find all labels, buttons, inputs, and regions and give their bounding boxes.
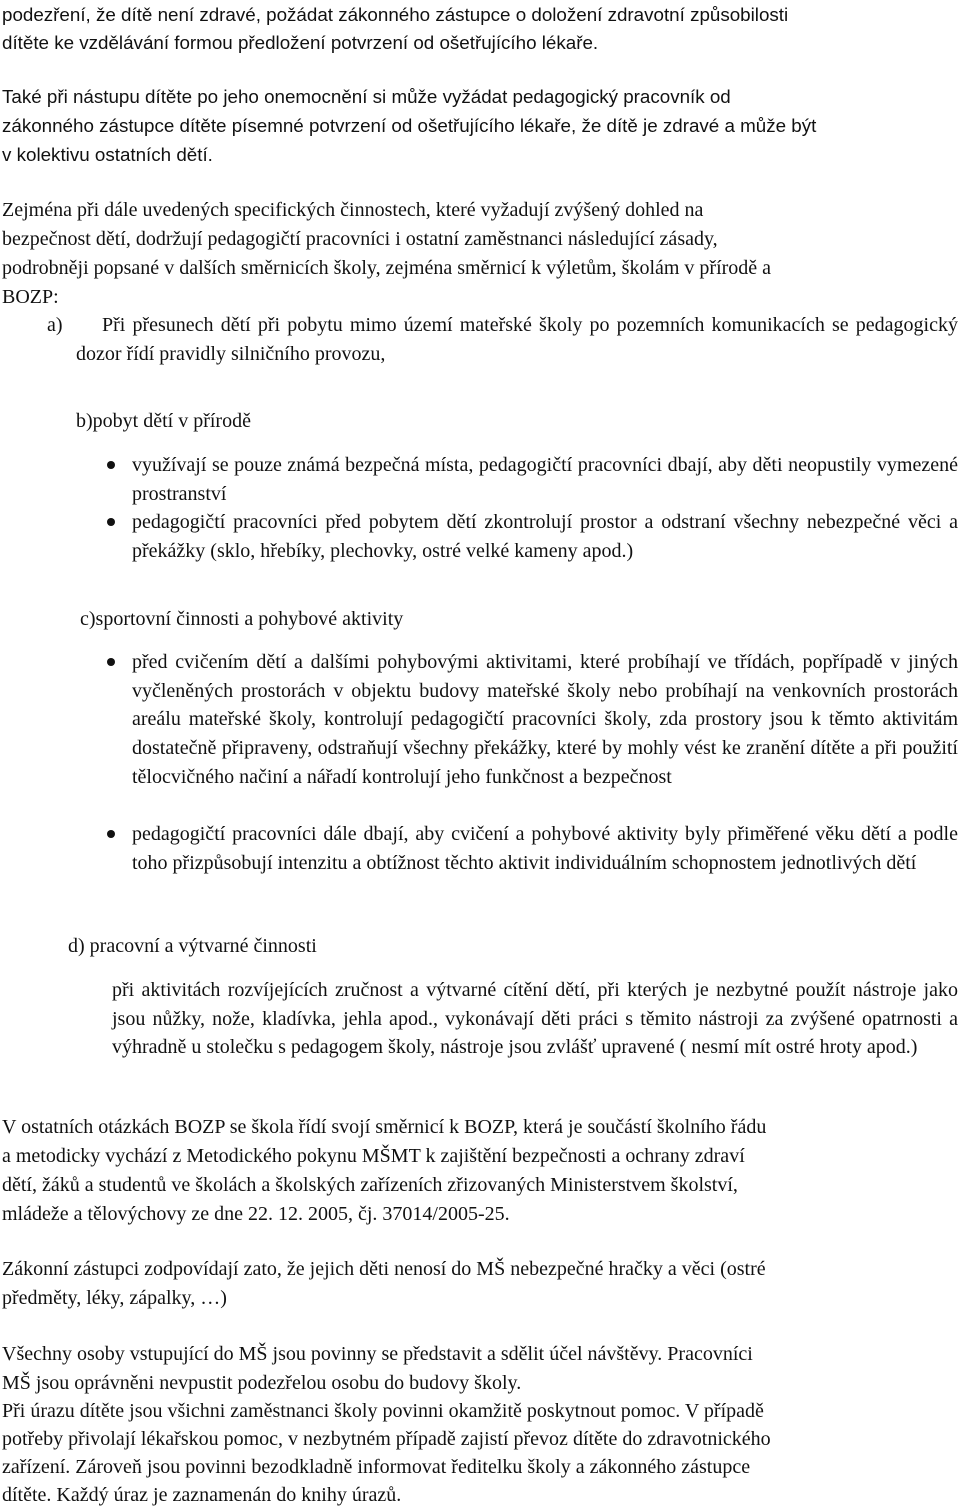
item-a-text: Při přesunech dětí při pobytu mimo území mateřské školy po pozemních komunikacích se pedagogický dozor řídí pravidly silničního provozu,	[76, 314, 958, 365]
bozp-line-1: V ostatních otázkách BOZP se škola řídí svojí směrnicí k BOZP, která je součástí školního řádu	[2, 1116, 767, 1138]
item-b-heading: b)pobyt dětí v přírodě	[76, 410, 251, 432]
bozp-line-4: mládeže a tělovýchovy ze dne 22. 12. 2005, čj. 37014/2005-25.	[2, 1203, 510, 1225]
injury-line-3: zařízení. Zároveň jsou povinni bezodkladně informovat ředitelku školy a zákonného zástupce	[2, 1456, 751, 1478]
item-c-bullet-1: před cvičením dětí a dalšími pohybovými aktivitami, které probíhají ve třídách, popřípadě v jiných vyčleněných prostorách v objektu budovy mateřské školy nebo probíhají na venkovních prostorách areálu mateřské školy, kontrolují pedagogičtí pracovníci školy, zda prostory jsou k těmto aktivitám dostatečně připraveny, odstraňují všechny překážky, které by mohly vést ke zranění dítěte a při použití tělocvičného načiní a nářadí kontrolují jeho funkčnost a bezpečnost	[132, 651, 958, 788]
item-d-text: při aktivitách rozvíjejících zručnost a výtvarné cítění dětí, při kterých je nezbytné použít nástroje jako jsou nůžky, nože, kladívka, jehla apod., vykonávají děti práci s těmito nástroji za zvýšené opatrnosti a výhradně u stolečku s pedagogem školy, nástroje jsou zvlášť upravené ( nesmí mít ostré hroty apod.)	[112, 979, 958, 1059]
intro-line-1: podezření, že dítě není zdravé, požádat zákonného zástupce o doložení zdravotní způsobilosti	[2, 4, 789, 25]
bullet-icon	[107, 658, 115, 666]
bullet-icon	[107, 518, 115, 526]
item-b-bullet-2: pedagogičtí pracovníci před pobytem dětí zkontrolují prostor a odstraní všechny nebezpečné věci a překážky (sklo, hřebíky, plechovky, ostré velké kameny apod.)	[132, 511, 958, 562]
bullet-icon	[107, 830, 115, 838]
dangerous-items-line-1: Zákonní zástupci zodpovídají zato, že jejich děti nenosí do MŠ nebezpečné hračky a věci (ostré	[2, 1258, 766, 1280]
specific-intro-line-4: BOZP:	[2, 286, 59, 308]
item-c-bullet-2: pedagogičtí pracovníci dále dbají, aby cvičení a pohybové aktivity byly přiměřené věku dětí a podle toho přizpůsobují intenzitu a obtížnost těchto aktivit individuálním schopnostem jednotlivých dětí	[132, 823, 958, 874]
illness-return-line-1: Také při nástupu dítěte po jeho onemocnění si může vyžádat pedagogický pracovník od	[2, 86, 731, 107]
item-d-heading: d) pracovní a výtvarné činnosti	[68, 935, 317, 957]
bozp-line-3: dětí, žáků a studentů ve školách a školských zařízeních zřizovaných Ministerstvem školství,	[2, 1174, 738, 1196]
injury-line-1: Při úrazu dítěte jsou všichni zaměstnanci školy povinni okamžitě poskytnout pomoc. V případě	[2, 1400, 764, 1422]
item-a-label: a)	[47, 314, 63, 336]
bullet-icon	[107, 461, 115, 469]
dangerous-items-line-2: předměty, léky, zápalky, …)	[2, 1287, 227, 1309]
item-b-bullet-1: využívají se pouze známá bezpečná místa, pedagogičtí pracovníci dbají, aby děti neopustily vymezené prostranství	[132, 454, 958, 505]
illness-return-line-3: v kolektivu ostatních dětí.	[2, 144, 213, 165]
visitors-line-1: Všechny osoby vstupující do MŠ jsou povinny se představit a sdělit účel návštěvy. Pracovníci	[2, 1343, 753, 1365]
specific-intro-line-2: bezpečnost dětí, dodržují pedagogičtí pracovníci i ostatní zaměstnanci následující zásady,	[2, 228, 718, 250]
illness-return-line-2: zákonného zástupce dítěte písemné potvrzení od ošetřujícího lékaře, že dítě je zdravé a může být	[2, 115, 817, 136]
item-c-heading: c)sportovní činnosti a pohybové aktivity	[80, 608, 404, 630]
bozp-line-2: a metodicky vychází z Metodického pokynu MŠMT k zajištění bezpečnosti a ochrany zdraví	[2, 1145, 745, 1167]
injury-line-2: potřeby přivolají lékařskou pomoc, v nezbytném případě zajistí převoz dítěte do zdravotnického	[2, 1428, 771, 1450]
injury-line-4: dítěte. Každý úraz je zaznamenán do knihy úrazů.	[2, 1484, 402, 1506]
intro-line-2: dítěte ke vzdělávání formou předložení potvrzení od ošetřujícího lékaře.	[2, 32, 599, 53]
specific-intro-line-1: Zejména při dále uvedených specifických činnostech, které vyžadují zvýšený dohled na	[2, 199, 704, 221]
visitors-line-2: MŠ jsou oprávněni nevpustit podezřelou osobu do budovy školy.	[2, 1372, 522, 1394]
specific-intro-line-3: podrobněji popsané v dalších směrnicích školy, zejména směrnicí k výletům, školám v přírodě a	[2, 257, 772, 279]
